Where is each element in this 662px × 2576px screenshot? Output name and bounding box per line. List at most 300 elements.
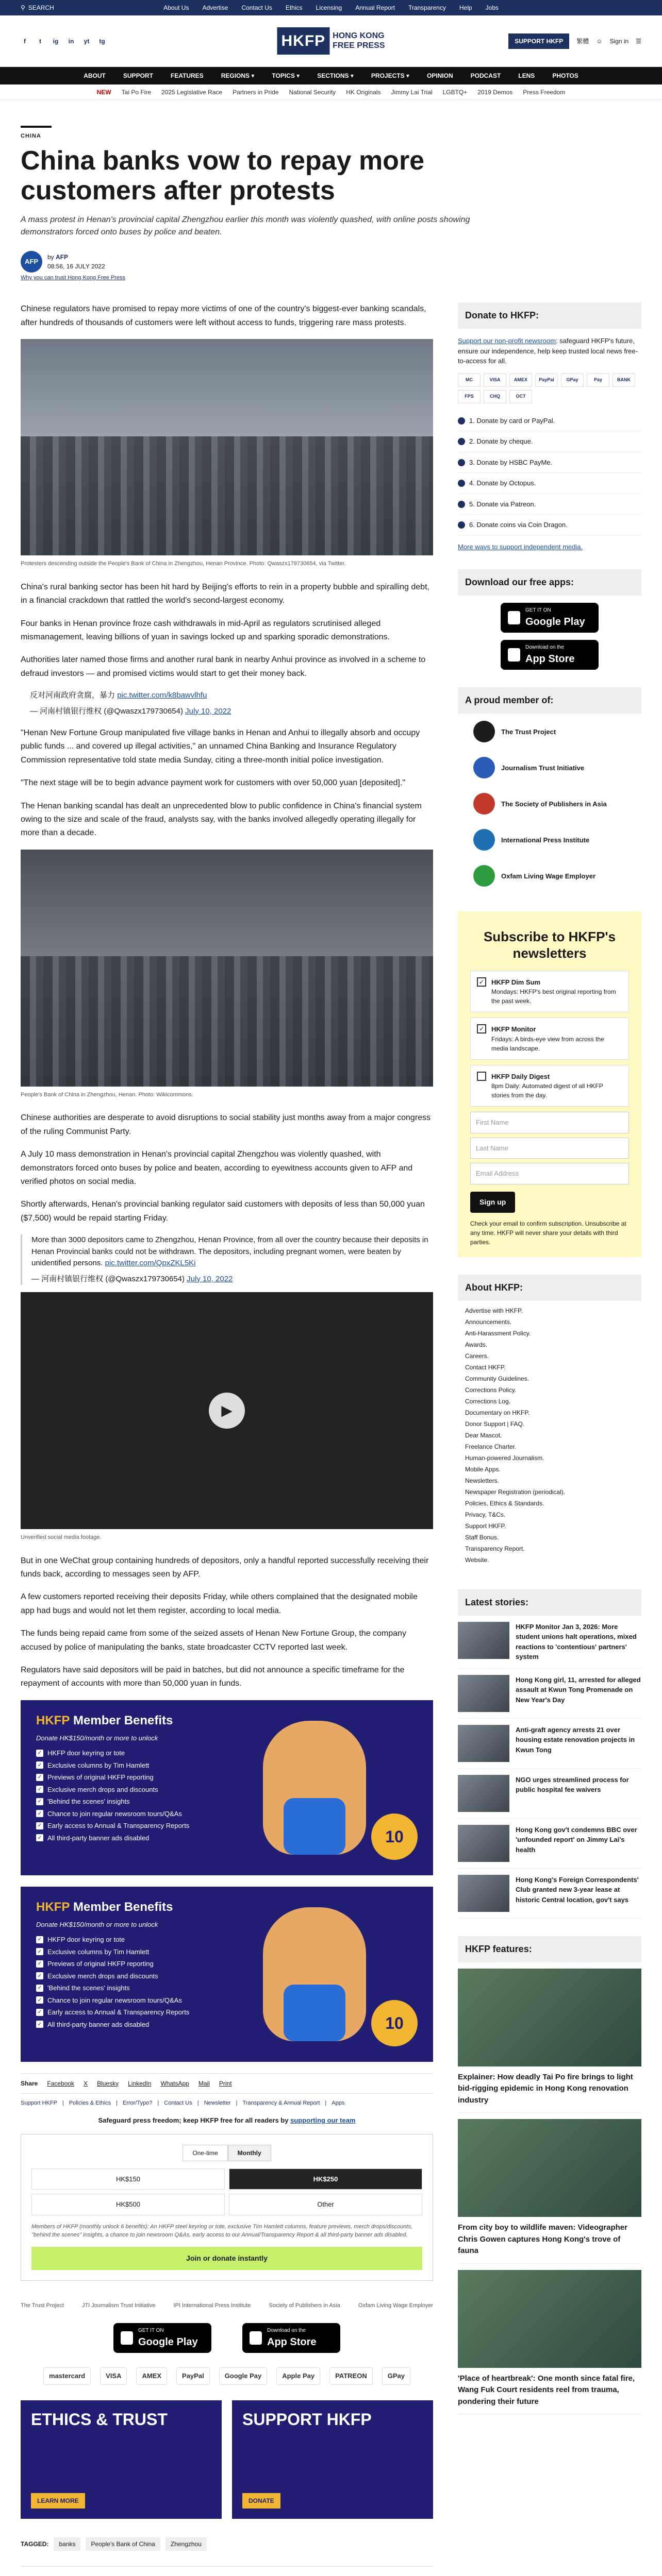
share-bar [21,2073,433,2094]
story-item[interactable] [458,1819,641,1869]
benefit-text: Chance to join regular newsroom tours/Q&As [47,1996,182,2004]
util-link-jobs[interactable]: Jobs [485,4,499,11]
benefit-text: Exclusive merch drops and discounts [47,1785,158,1793]
check-icon: ✓ [36,1761,43,1769]
twitter-icon[interactable]: t [39,37,41,45]
about-link[interactable]: Announcements. [465,1318,512,1326]
benefit-text: 'Behind the scenes' insights [47,1798,130,1806]
share-linkedin[interactable]: LinkedIn [128,2079,152,2087]
check-icon: ✓ [36,1960,43,1968]
donate-option-icon [458,480,465,487]
benefit-text: HKFP door keyring or tote [47,1936,125,1944]
partner-logo[interactable]: JTI Journalism Trust Initiative [81,2302,156,2309]
donate-section [458,302,641,552]
member-benefits-banner[interactable] [21,1700,433,1875]
by-label: by [47,253,54,261]
newsletter-name: HKFP Monitor [491,1025,536,1033]
about-link[interactable]: Community Guidelines. [465,1375,529,1382]
about-link[interactable]: Support HKFP. [465,1522,506,1530]
instagram-icon[interactable]: ig [53,37,59,45]
article-footer-links: Support HKFP | Policies & Ethics | Error/Typo? | Contact Us | Newsletter | Transparency & Annual Report | Apps [21,2099,433,2108]
play-icon[interactable]: ▶ [209,1393,245,1429]
partner-logo[interactable]: Society of Publishers in Asia [269,2302,340,2309]
donate-option-label: 6. Donate coins via Coin Dragon. [469,521,568,529]
paragraph: But in one WeChat group containing hundreds of depositors, only a handful reported successfully receiving their funds back, according to messages seen by AFP. [21,1556,429,1579]
banner-button[interactable]: DONATE [242,2493,280,2509]
menu-icon[interactable]: ☰ [636,37,641,45]
footer-link[interactable]: Policies & Ethics [69,2099,111,2106]
author-avatar: AFP [21,251,42,273]
nav-photos[interactable]: PHOTOS [552,72,578,79]
about-link[interactable]: Policies, Ethics & Standards. [465,1499,544,1507]
about-link[interactable]: Privacy, T&Cs. [465,1511,506,1518]
newsletter-option-text [491,977,622,1006]
safeguard-text [21,2115,433,2126]
donate-intro-text: : safeguard HKFP's future, ensure our independence, help keep trusted local news free-to-access for all. [458,337,638,365]
member-heading: A proud member of: [458,687,641,714]
store-small: GET IT ON [138,2327,164,2333]
checkbox-checked-icon[interactable]: ✓ [477,977,486,987]
about-link[interactable]: Newspaper Registration (periodical). [465,1488,566,1496]
member-name: The Trust Project [501,727,556,736]
share-whatsapp[interactable]: WhatsApp [160,2079,189,2087]
footer-link[interactable]: Error/Typo? [122,2099,153,2106]
linkedin-icon[interactable]: in [68,37,74,45]
about-link[interactable]: Documentary on HKFP. [465,1409,530,1416]
promo-title [36,1711,418,1730]
newsletter-desc: Fridays: A birds-eye view from across the media landscape. [491,1035,604,1052]
features-section [458,1936,641,2415]
telegram-icon[interactable]: tg [99,37,105,45]
benefit-text: Previews of original HKFP reporting [47,1773,154,1782]
promo-title [36,1898,418,1917]
payment-logo: AMEX [136,2367,167,2385]
mascot-illustration [263,1721,366,1855]
story-thumbnail [458,1875,509,1912]
donate-option-label: 4. Donate by Octopus. [469,479,536,487]
story-thumbnail [458,1725,509,1762]
donate-option[interactable] [458,411,641,432]
nav-features[interactable]: FEATURES [170,72,204,79]
video-caption: Unverified social media footage. [21,1534,102,1541]
byline-text [47,252,105,271]
paragraph: A July 10 mass demonstration in Henan's provincial capital Zhengzhou was violently quashed, with demonstrators forced onto buses by police and beaten, according to eyewitness accounts given to AFP and verified photos on social media. [21,1150,413,1186]
footer-link[interactable]: Support HKFP [21,2099,57,2106]
nav-projects[interactable]: PROJECTS ▾ [371,72,409,79]
nav-lens[interactable]: LENS [518,72,535,79]
tag[interactable]: Zhengzhou [166,2537,207,2551]
tweet-pic-link[interactable]: pic.twitter.com/k8bawvlhfu [117,691,207,700]
share-mail[interactable]: Mail [198,2079,210,2087]
banner-button[interactable]: LEARN MORE [31,2493,85,2509]
member-org[interactable] [458,822,641,858]
check-icon: ✓ [36,2021,43,2028]
photo-caption: People's Bank of China in Zhengzhou, Henan. Photo: Wikicommons. [21,1091,193,1098]
nav-opinion[interactable]: OPINION [426,72,453,79]
about-link[interactable]: Staff Bonus. [465,1533,499,1541]
donate-option-label: 1. Donate by card or PayPal. [469,416,555,425]
nav-about[interactable]: ABOUT [84,72,106,79]
article-category[interactable]: CHINA [21,133,41,139]
util-link-help[interactable]: Help [459,4,472,11]
about-link[interactable]: Awards. [465,1341,488,1348]
youtube-icon[interactable]: yt [84,37,90,45]
search-label: SEARCH [28,4,54,11]
building-graphic [21,956,433,1087]
google-play-button[interactable] [113,2323,211,2353]
partner-logo[interactable]: The Trust Project [21,2302,64,2309]
payment-card: AMEX [509,374,532,387]
newsletter-signup [458,911,641,1257]
nav-regions[interactable]: REGIONS ▾ [221,72,255,79]
check-icon: ✓ [36,1985,43,1992]
author-link[interactable]: AFP [56,253,69,261]
donate-heading: Donate to HKFP: [458,302,641,329]
trending-link[interactable]: 2025 Legislative Race [161,88,223,96]
payment-card: Pay [587,374,609,387]
checkbox-icon[interactable] [477,1072,486,1081]
story-thumbnail [458,1825,509,1862]
about-link[interactable]: Corrections Log. [465,1397,511,1405]
donate-option-icon [458,438,465,445]
new-badge: NEW [96,88,111,96]
payment-logo: GPay [382,2367,410,2385]
promo-brand: HKFP [36,1900,70,1914]
benefit-text: Exclusive merch drops and discounts [47,1972,158,1980]
util-link-about[interactable]: About Us [163,4,189,11]
mascot-illustration [263,1907,366,2041]
site-header [0,15,662,67]
paragraph: A few customers reported receiving their deposits Friday, while others complained that the designated mobile app had bugs and would not let them register, according to local media. [21,1592,418,1615]
partner-logo[interactable]: Oxfam Living Wage Employer [358,2302,433,2309]
newsletter-desc: Mondays: HKFP's best original reporting from the past week. [491,988,616,1005]
support-banner[interactable] [232,2400,433,2519]
payment-card: GPay [561,374,584,387]
store-big: App Store [525,653,575,665]
member-org[interactable] [458,714,641,750]
about-link[interactable]: Donor Support | FAQ. [465,1420,525,1428]
feature-item[interactable] [458,2113,641,2264]
checkbox-checked-icon[interactable]: ✓ [477,1024,486,1033]
promo-title-rest: Member Benefits [70,1900,173,1914]
util-link-ethics[interactable]: Ethics [285,4,303,11]
member-org[interactable] [458,750,641,786]
feature-item[interactable] [458,1962,641,2113]
ethics-banner[interactable] [21,2400,222,2519]
about-link[interactable]: Human-powered Journalism. [465,1454,544,1462]
payment-logo: mastercard [43,2367,91,2385]
partner-logo[interactable]: IPI International Press Institute [173,2302,251,2309]
sign-in-link[interactable]: Sign in [609,37,629,45]
promo-subtitle: Donate HK$150/month or more to unlock [36,1920,158,1928]
donate-option-label: 5. Donate via Patreon. [469,500,536,508]
support-team-link[interactable]: supporting our team [290,2116,356,2125]
email-field[interactable]: Email Address [470,1163,629,1184]
trending-link[interactable]: National Security [289,88,336,96]
promo-subtitle: Donate HK$150/month or more to unlock [36,1734,158,1742]
join-donate-button[interactable]: Join or donate instantly [31,2247,422,2270]
trending-link[interactable]: Tai Po Fire [121,88,152,96]
check-icon: ✓ [36,1996,43,2004]
tweet-author: — 河南村镇银行维权 (@Qwaszx179730654) [31,1274,185,1283]
jti-logo [473,757,495,778]
facebook-icon[interactable]: f [24,37,26,45]
member-org[interactable] [458,786,641,822]
sign-up-button[interactable]: Sign up [470,1192,515,1213]
story-title: Anti-graft agency arrests 21 over housing estate renovation projects in Kwun Tong [516,1725,635,1754]
member-name: Oxfam Living Wage Employer [501,872,596,880]
logo-line-2: FREE PRESS [333,41,385,50]
tweet-text: 反对河南政府贪腐，暴力 [30,691,115,700]
donate-option[interactable] [458,473,641,494]
header-actions [508,33,641,49]
about-link[interactable]: Website. [465,1556,489,1564]
feature-title: From city boy to wildlife maven: Videographer Chris Gowen captures Hong Kong's trove of fauna [458,2223,627,2256]
app-store-button[interactable] [501,640,599,670]
trust-project-logo [473,721,495,742]
donate-option-icon [458,501,465,508]
features-heading: HKFP features: [458,1936,641,1962]
paragraph: Chinese authorities are desperate to avoid disruptions to social stability just months away from a major congress of the ruling Communist Party. [21,1113,431,1136]
site-logo[interactable] [277,27,385,55]
paragraph: The funds being repaid came from some of the seized assets of Henan New Fortune Group, the company accused by police of manipulating the banks, state broadcaster CCTV reported last week. [21,1629,406,1652]
promo-title-rest: Member Benefits [70,1713,173,1727]
embedded-tweet [21,1234,433,1285]
check-icon: ✓ [36,2009,43,2016]
trending-link[interactable]: HK Originals [346,88,381,96]
about-link[interactable]: Mobile Apps. [465,1465,501,1473]
benefit-text: Early access to Annual & Transparency Reports [47,2008,190,2016]
payment-card: OCT [509,390,532,403]
tweet-date-link[interactable]: July 10, 2022 [185,706,231,716]
feature-item[interactable] [458,2264,641,2415]
tags-label: TAGGED: [21,2540,49,2548]
about-heading: About HKFP: [458,1275,641,1301]
paragraph: Chinese regulators have promised to repay more victims of one of the country's biggest-ever banking scandals, after hundreds of thousands of customers were left without access to funds, triggering rare mass protests. [21,304,426,327]
feature-image [458,1969,641,2066]
article-date: 08:56, 16 JULY 2022 [47,262,105,270]
story-thumbnail [458,1775,509,1812]
member-section [458,687,641,894]
donate-option[interactable] [458,515,641,536]
payment-logo: PATREON [329,2367,373,2385]
donate-option-icon [458,459,465,466]
paragraph: "Henan New Fortune Group manipulated five village banks in Henan and Anhui to illegally absorb and occupy public funds ... and covered up illegal activities," an unnamed China Banking and Insurance Regulatory Commission representative told state media Sunday, citing a three-month initial police investigation. [21,728,420,765]
crowd-graphic [21,436,433,555]
story-thumbnail [458,1622,509,1659]
protest-photo [21,339,433,555]
trending-link[interactable]: Press Freedom [523,88,566,96]
member-name: The Society of Publishers in Asia [501,800,607,808]
util-link-advertise[interactable]: Advertise [202,4,228,11]
oxfam-logo [473,865,495,887]
article-standfirst: A mass protest in Henan's provincial capital Zhengzhou earlier this month was violently quashed, with online posts showing demonstrators forced onto buses by police and beaten. [21,215,470,236]
why-trust-link[interactable]: Why you can trust Hong Kong Free Press [21,274,125,281]
payment-logo: Google Pay [219,2367,268,2385]
share-label: Share [21,2079,38,2087]
payment-card: FPS [458,390,481,403]
apps-section [458,569,641,670]
footer-link[interactable]: Transparency & Annual Report [242,2099,320,2106]
google-play-button[interactable] [501,603,599,633]
latest-heading: Latest stories: [458,1589,641,1616]
util-link-licensing[interactable]: Licensing [316,4,342,11]
latest-stories [458,1589,641,1919]
share-bluesky[interactable]: Bluesky [97,2079,119,2087]
anniversary-badge: 10 [371,1814,418,1860]
share-print[interactable]: Print [219,2079,232,2087]
story-item[interactable] [458,1616,641,1669]
nav-topics[interactable]: TOPICS ▾ [272,72,300,79]
story-item[interactable] [458,1869,641,1919]
content-columns [21,302,641,2576]
bottom-banners [21,2400,433,2519]
newsletter-option[interactable] [470,1065,629,1107]
util-link-contact[interactable]: Contact Us [241,4,272,11]
article-body [21,302,433,2576]
monthly-option[interactable]: Monthly [228,2145,271,2161]
about-link[interactable]: Contact HKFP. [465,1363,506,1371]
payment-logo: Apple Pay [276,2367,320,2385]
about-link[interactable]: Careers. [465,1352,489,1360]
support-hkfp-button[interactable]: SUPPORT HKFP [508,33,569,49]
amount-options [31,2168,422,2215]
title-rule [21,126,52,128]
first-name-field[interactable]: First Name [470,1112,629,1133]
paragraph: "The next stage will be to begin advance payment work for customers with over 50,000 yuan [deposited]." [21,778,405,788]
frequency-toggle [31,2145,422,2161]
tag[interactable]: People's Bank of China [86,2537,160,2551]
donate-option-label: 2. Donate by cheque. [469,437,533,446]
util-link-transparency[interactable]: Transparency [408,4,446,11]
social-icons [21,37,106,45]
benefit-text: 'Behind the scenes' insights [47,1984,130,1992]
benefit-text: Early access to Annual & Transparency Reports [47,1822,190,1830]
share-facebook[interactable]: Facebook [47,2079,75,2087]
payment-card: PayPal [535,374,558,387]
share-x[interactable]: X [84,2079,88,2087]
donate-link[interactable]: Support our non-profit newsroom [458,337,556,345]
trending-link[interactable]: Partners in Pride [233,88,279,96]
tag[interactable]: banks [54,2537,80,2551]
amount-option-other[interactable]: Other [229,2194,422,2215]
about-link[interactable]: Anti-Harassment Policy. [465,1329,531,1337]
donate-option[interactable] [458,452,641,473]
nav-podcast[interactable]: PODCAST [470,72,501,79]
about-link[interactable]: Newsletters. [465,1477,500,1484]
newsletter-option[interactable] [470,971,629,1013]
search-icon: ⚲ [21,4,25,11]
byline-author [47,252,105,262]
about-link[interactable]: Dear Mascot. [465,1431,502,1439]
footer-link[interactable]: Contact Us [164,2099,192,2106]
about-link[interactable]: Freelance Charter. [465,1443,517,1450]
benefit-text: HKFP door keyring or tote [47,1749,125,1757]
about-link[interactable]: Corrections Policy. [465,1386,517,1394]
amount-option[interactable]: HK$150 [31,2168,225,2190]
donate-option[interactable] [458,494,641,515]
trending-link[interactable]: Jimmy Lai Trial [391,88,433,96]
story-item[interactable] [458,1669,641,1719]
banner-title: ETHICS & TRUST [31,2410,168,2429]
story-item[interactable] [458,1769,641,1819]
ipi-logo [473,829,495,851]
about-list [458,1301,641,1572]
tag-list [21,2537,433,2551]
store-big: App Store [267,2336,317,2348]
last-name-field[interactable]: Last Name [470,1138,629,1159]
about-section [458,1275,641,1572]
nav-sections[interactable]: SECTIONS ▾ [317,72,354,79]
banner-title: SUPPORT HKFP [242,2410,372,2429]
newsletter-note: Check your email to confirm subscription. Unsubscribe at any time. HKFP will never share your details with third parties. [470,1219,626,1246]
search-trigger[interactable] [21,3,54,12]
logo-text [333,31,385,50]
amount-option-selected[interactable]: HK$250 [229,2168,422,2190]
amount-option[interactable]: HK$500 [31,2194,225,2215]
about-link[interactable]: Advertise with HKFP. [465,1307,523,1314]
newsletter-name: HKFP Daily Digest [491,1072,550,1080]
check-icon: ✓ [36,1810,43,1817]
member-benefits-banner-2[interactable] [21,1887,433,2062]
tweet-pic-link[interactable]: pic.twitter.com/QpxZKL5Ki [105,1259,196,1268]
check-icon: ✓ [36,1972,43,1979]
byline [21,251,641,273]
newsletter-option[interactable] [470,1018,629,1060]
newsletter-desc: 8pm Daily: Automated digest of all HKFP stories from the day. [491,1082,603,1099]
tweet-date-link[interactable]: July 10, 2022 [187,1274,233,1283]
author-box [21,2566,433,2576]
util-link-annual-report[interactable]: Annual Report [355,4,395,11]
anniversary-badge: 10 [371,2000,418,2046]
paragraph: Authorities later named those firms and another rural bank in nearby Anhui province as involved in a scheme to defraud investors — and promised victims would start to get their money back. [21,655,426,678]
payment-card: CHQ [484,390,506,403]
payment-card: BANK [613,374,635,387]
check-icon: ✓ [36,1750,43,1757]
trending-link[interactable]: LGBTQ+ [442,88,468,96]
about-link[interactable]: Transparency Report. [465,1545,525,1552]
footer-link[interactable]: Apps [332,2099,345,2106]
photo-caption: Protesters descending outside the People's Bank of China in Zhengzhou, Henan Province. Photo: Qwaszx179730654, via Twitter. [21,561,346,567]
donate-option-label: 3. Donate by HSBC PayMe. [469,458,553,466]
newsletter-name: HKFP Dim Sum [491,978,541,986]
check-icon: ✓ [36,1822,43,1829]
footer-link[interactable]: Newsletter [204,2099,231,2106]
trending-link[interactable]: 2019 Demos [477,88,513,96]
sidebar [458,302,641,2576]
donate-option[interactable] [458,431,641,452]
story-item[interactable] [458,1719,641,1769]
payment-cards [458,374,641,403]
nav-support[interactable]: SUPPORT [123,72,153,79]
more-ways-link[interactable]: More ways to support independent media. [458,543,583,551]
safeguard-copy: Safeguard press freedom; keep HKFP free for all readers by [98,2116,291,2125]
paragraph: Regulators have said depositors will be paid in batches, but did not announce a specific timeframe for the repayment of accounts with more than 50,000 yuan in funds. [21,1665,405,1688]
tweet-text: More than 3000 depositors came to Zhengzhou, Henan Province, from all over the country because their deposits in Henan Provincial banks could not be withdrawn. The depositors, including pregnant women, were beaten by unidentified persons. [31,1235,428,1268]
app-store-button[interactable] [242,2323,340,2353]
video-embed[interactable] [21,1292,433,1529]
paragraph: Four banks in Henan province froze cash withdrawals in mid-April as regulators scrutinised alleged mismanagement, leaving billions of yuan in savings locked up and sparking sporadic demonstrations. [21,619,390,641]
store-small: Download on the [525,644,565,650]
one-time-option[interactable]: One-time [183,2145,227,2161]
check-icon: ✓ [36,1948,43,1955]
member-org[interactable] [458,858,641,894]
payment-card: MC [458,374,481,387]
embedded-tweet [21,690,433,717]
bank-photo [21,850,433,1087]
main-nav [0,67,662,84]
language-toggle[interactable]: 繁體 [576,37,589,45]
